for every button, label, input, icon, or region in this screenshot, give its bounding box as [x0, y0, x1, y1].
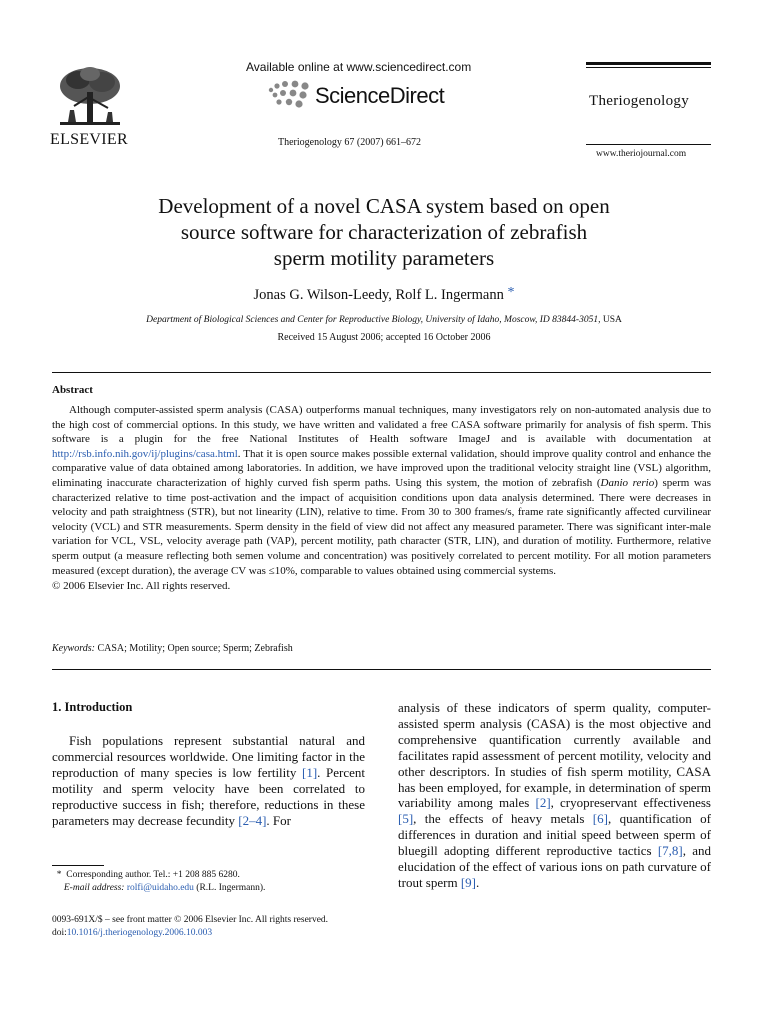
available-online-text[interactable]: Available online at www.sciencedirect.com [246, 60, 472, 74]
doi-link[interactable]: 10.1016/j.theriogenology.2006.10.003 [66, 928, 213, 938]
abstract-rule-top [52, 372, 711, 373]
footnote-email [52, 882, 372, 895]
doi-label: doi: [52, 928, 67, 938]
citation-link[interactable]: [6] [592, 811, 608, 827]
footnote-mark: * [56, 870, 62, 880]
keywords [52, 643, 293, 654]
abstract-text-b: . That it is open source makes possible external validation, should improve quality control and enhance the comparative value of data obtained among laboratories. In addition, we have improved upon the traditional velocity straight line (VSL) algorithm, eliminating inaccurate characterization of highly curved fish sperm paths. Using this system, the motion of zebrafish ( [52, 447, 711, 489]
intro-text: analysis of these indicators of sperm quality, computer-assisted sperm analysis (CASA) is the most objective and comprehensive quantification currently available and facilitates rapid assessment of percent motility, velocity and other descriptors. In studies of fish sperm motility, CASA has been employed, for example, in determination of sperm variability among males [398, 700, 711, 811]
sciencedirect-logo-text: ScienceDirect [315, 83, 445, 108]
citation-link[interactable]: [2–4] [238, 812, 267, 828]
article-title [84, 193, 684, 271]
footnote [52, 869, 372, 895]
corresponding-author-text: Corresponding author. Tel.: +1 208 885 6280. [66, 870, 240, 880]
intro-text: . Percent motility and sperm velocity have been correlated to reproductive success in fish; therefore, reductions in these parameters may decrease fecundity [52, 764, 365, 828]
left-column [52, 733, 365, 828]
journal-rule-top [586, 62, 711, 65]
footnote-rule [52, 865, 104, 866]
corresponding-author-mark[interactable]: * [507, 285, 515, 300]
journal-name: Theriogenology [589, 93, 690, 109]
citation-link[interactable]: [2] [535, 795, 551, 811]
affiliation-country: USA [602, 315, 622, 325]
citation-link[interactable]: [5] [398, 811, 414, 827]
title-line-2: source software for characterization of zebrafish [180, 220, 588, 244]
intro-text: , the effects of heavy metals [413, 811, 593, 827]
title-line-3: sperm motility parameters [273, 246, 495, 270]
affiliation [40, 315, 728, 325]
right-column [398, 700, 711, 891]
intro-text: . For [266, 812, 291, 828]
footnote-corresponding [52, 869, 372, 882]
publisher-name: ELSEVIER [50, 131, 128, 148]
keywords-label: Keywords: [52, 643, 95, 654]
abstract-heading: Abstract [52, 384, 93, 396]
abstract-paragraph [52, 403, 711, 578]
email-link[interactable]: rolfi@uidaho.edu [126, 883, 194, 893]
intro-paragraph-1 [52, 733, 365, 828]
intro-paragraph-2 [398, 700, 711, 891]
section-heading-introduction: 1. Introduction [52, 700, 133, 714]
citation-link[interactable]: [7,8] [657, 843, 683, 859]
citation-link[interactable]: [9] [460, 874, 476, 890]
abstract-text-c: ) sperm was characterized relative to time post-activation and the impact of acquisition conditions upon data analysis determined. There were decreases in velocity and path straightness (STR), but not linearity (LIN), relative to time. From 30 to 300 frames/s, frame rate significantly affected curvilinear velocity (VCL) and STR measurements. Sperm density in the field of view did not affect any measured parameter. There was significant inter-male variation for VCL, VSL, velocity average path (VAP), percent motility, path character (STR, LIN), and duration of motility. Furthermore, relative sperm output (a measure reflecting both semen volume and concentration) was positively correlated to percent motility. For all motion parameters measured (except duration), the average CV was ≤10%, comparable to values obtained using commercial systems. [52, 476, 712, 577]
casa-plugin-link[interactable]: http://rsb.info.nih.gov/ij/plugins/casa.html [52, 447, 238, 460]
issn-line: 0093-691X/$ – see front matter © 2006 Elsevier Inc. All rights reserved. [52, 915, 329, 925]
authors [84, 285, 684, 304]
abstract-rule-bottom [52, 669, 711, 670]
affiliation-text: Department of Biological Sciences and Center for Reproductive Biology, University of Idaho, Moscow, ID 83844-3051, [146, 315, 601, 325]
title-line-1: Development of a novel CASA system based on open [158, 194, 610, 218]
journal-rule-top-thin [586, 67, 711, 68]
journal-rule-bottom [586, 144, 711, 145]
journal-url[interactable]: www.theriojournal.com [596, 149, 687, 159]
doi-line [52, 927, 328, 940]
species-name: Danio rerio [600, 476, 655, 489]
intro-text: . [476, 874, 480, 890]
article-footer [52, 914, 328, 940]
intro-text: Fish populations represent substantial natural and commercial resources worldwide. One limiting factor in the reproduction of many species is low fertility [52, 733, 365, 780]
email-label: E-mail address: [63, 883, 125, 893]
intro-text: , quantification of differences in duration and initial speed between sperm of bluegill adopting different reproductive tactics [398, 811, 712, 859]
author-names: Jonas G. Wilson-Leedy, Rolf L. Ingermann [253, 287, 504, 303]
abstract-text-a: Although computer-assisted sperm analysis (CASA) outperforms manual techniques, many investigators rely on non-automated analysis due to the high cost of commercial options. In this study, we have written and validated a free CASA software primarily for analysis of fish sperm. This software is a plugin for the free National Institutes of Health software ImageJ and is available with documentation at [52, 404, 711, 446]
abstract-body [52, 403, 711, 594]
abstract-copyright: © 2006 Elsevier Inc. All rights reserved. [52, 580, 231, 593]
received-dates: Received 15 August 2006; accepted 16 October 2006 [277, 332, 491, 343]
intro-text: , and elucidation of the effect of various ions on path curvature of trout sperm [398, 843, 711, 890]
sciencedirect-dots-icon [265, 80, 313, 110]
email-owner: (R.L. Ingermann). [196, 883, 266, 893]
journal-reference: Theriogenology 67 (2007) 661–672 [278, 137, 422, 148]
intro-text: , cryopreservant effectiveness [550, 795, 711, 811]
citation-link[interactable]: [1] [302, 764, 318, 780]
keywords-list: CASA; Motility; Open source; Sperm; Zebrafish [97, 643, 293, 654]
